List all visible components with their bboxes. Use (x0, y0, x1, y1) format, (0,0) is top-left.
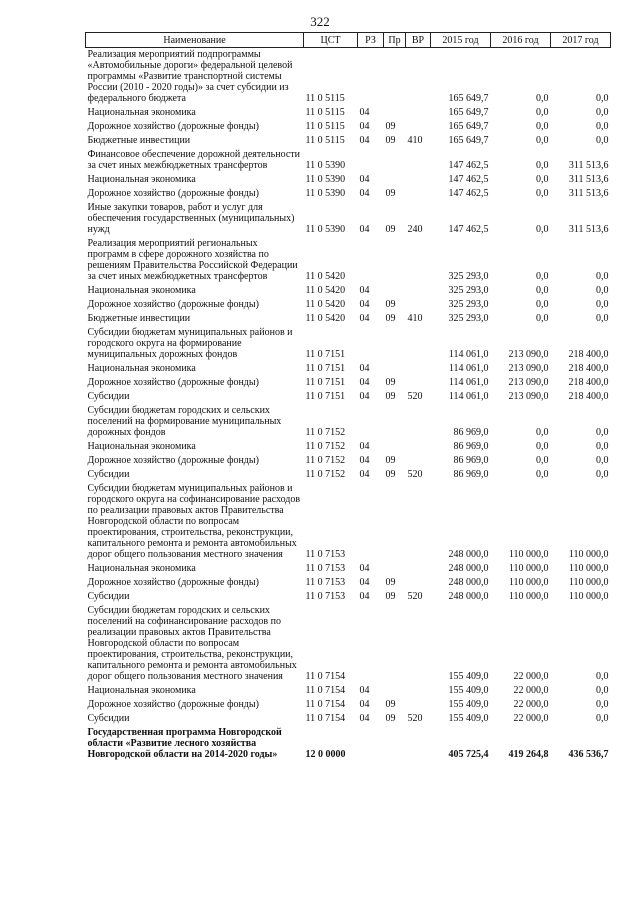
cell-rz: 04 (359, 285, 370, 296)
cell-pr (384, 482, 406, 562)
cell-cst: 11 0 5390 (305, 174, 346, 185)
cell-cst: 11 0 7153 (305, 577, 346, 588)
cell-cst: 11 0 5390 (305, 188, 346, 199)
cell-rz: 04 (359, 121, 370, 132)
cell-vr (406, 604, 431, 684)
cell-2017: 0,0 (596, 427, 609, 438)
cell-2015: 165 649,7 (448, 121, 489, 132)
cell-vr (406, 376, 431, 390)
cell-2017: 0,0 (596, 285, 609, 296)
table-row (86, 298, 611, 312)
cell-rz: 04 (359, 107, 370, 118)
cell-rz (358, 726, 384, 762)
cell-rz: 04 (359, 699, 370, 710)
cell-2017: 0,0 (596, 713, 609, 724)
table-row (86, 684, 611, 698)
cell-cst: 11 0 7151 (305, 349, 346, 360)
cell-vr: 520 (407, 713, 423, 724)
table-row (86, 562, 611, 576)
cell-name: Иные закупки товаров, работ и услуг для обеспечения государственных (муниципальных) нужд (87, 202, 295, 235)
cell-cst: 11 0 7152 (305, 469, 346, 480)
cell-2015: 86 969,0 (453, 441, 489, 452)
cell-2017: 218 400,0 (568, 377, 609, 388)
cell-pr (384, 173, 406, 187)
cell-name: Дорожное хозяйство (дорожные фонды) (87, 455, 259, 466)
table-row (86, 134, 611, 148)
table-row (86, 187, 611, 201)
cell-2016: 0,0 (536, 224, 549, 235)
table-row (86, 237, 611, 284)
cell-name: Субсидии бюджетам муниципальных районов и городского округа на софинансирование расходов по реализации правовых актов Правительства Новгородской области по вопросам проектирования, строительства, реконструкции, капитального ремонта и ремонта автомобильных дорог общего пользования местного значения (87, 483, 301, 560)
cell-2016: 110 000,0 (508, 549, 549, 560)
cell-vr (406, 187, 431, 201)
cell-rz (358, 604, 384, 684)
cell-rz: 04 (359, 299, 370, 310)
cell-vr (406, 576, 431, 590)
table-row (86, 376, 611, 390)
cell-vr (406, 482, 431, 562)
cell-2017: 0,0 (596, 271, 609, 282)
cell-rz: 04 (359, 713, 370, 724)
cell-pr: 09 (385, 224, 396, 235)
cell-vr (406, 284, 431, 298)
cell-rz: 04 (359, 224, 370, 235)
cell-pr: 09 (385, 377, 396, 388)
cell-2015: 325 293,0 (448, 285, 489, 296)
cell-2015: 155 409,0 (448, 699, 489, 710)
cell-name: Субсидии (87, 469, 130, 480)
cell-rz (358, 148, 384, 173)
cell-2016: 419 264,8 (508, 749, 549, 760)
cell-2016: 0,0 (536, 299, 549, 310)
cell-rz: 04 (359, 391, 370, 402)
cell-2016: 213 090,0 (508, 377, 549, 388)
cell-2017: 218 400,0 (568, 349, 609, 360)
cell-name: Субсидии бюджетам городских и сельских поселений на формирование муниципальных дорожных фондов (87, 405, 282, 438)
cell-rz (358, 237, 384, 284)
cell-2015: 248 000,0 (448, 549, 489, 560)
cell-rz (358, 404, 384, 440)
cell-name: Национальная экономика (87, 363, 196, 374)
cell-vr: 410 (407, 135, 423, 146)
cell-cst: 11 0 5115 (305, 121, 345, 132)
table-row (86, 726, 611, 762)
cell-vr (406, 148, 431, 173)
table-row (86, 576, 611, 590)
cell-rz: 04 (359, 577, 370, 588)
cell-rz: 04 (359, 441, 370, 452)
cell-2015: 165 649,7 (448, 107, 489, 118)
table-row (86, 698, 611, 712)
cell-2016: 0,0 (536, 313, 549, 324)
table-row (86, 390, 611, 404)
table-row (86, 326, 611, 362)
cell-vr (406, 237, 431, 284)
header-2016: 2016 год (491, 33, 551, 48)
cell-vr (406, 298, 431, 312)
cell-name: Дорожное хозяйство (дорожные фонды) (87, 577, 259, 588)
table-row (86, 48, 611, 107)
table-row (86, 590, 611, 604)
cell-cst: 11 0 7151 (305, 377, 346, 388)
cell-pr: 09 (385, 699, 396, 710)
cell-2016: 22 000,0 (513, 699, 549, 710)
budget-table (85, 32, 611, 762)
cell-pr (384, 237, 406, 284)
cell-cst: 11 0 7152 (305, 427, 346, 438)
cell-2017: 0,0 (596, 135, 609, 146)
cell-2017: 0,0 (596, 455, 609, 466)
header-vr: ВР (406, 33, 431, 48)
cell-2015: 147 462,5 (448, 188, 489, 199)
cell-2016: 110 000,0 (508, 563, 549, 574)
cell-2015: 86 969,0 (453, 469, 489, 480)
cell-vr (406, 48, 431, 107)
cell-cst: 11 0 7151 (305, 391, 346, 402)
cell-vr: 520 (407, 391, 423, 402)
cell-rz: 04 (359, 377, 370, 388)
cell-rz (358, 326, 384, 362)
cell-2017: 0,0 (596, 441, 609, 452)
cell-2015: 147 462,5 (448, 224, 489, 235)
cell-vr (406, 698, 431, 712)
cell-2017: 436 536,7 (568, 749, 609, 760)
cell-vr (406, 362, 431, 376)
cell-rz: 04 (359, 135, 370, 146)
cell-cst: 11 0 5115 (305, 135, 345, 146)
cell-2015: 248 000,0 (448, 577, 489, 588)
table-row (86, 106, 611, 120)
cell-pr (384, 684, 406, 698)
cell-vr (406, 454, 431, 468)
cell-2015: 325 293,0 (448, 271, 489, 282)
header-name: Наименование (86, 33, 304, 48)
cell-vr (406, 684, 431, 698)
cell-vr: 410 (407, 313, 423, 324)
cell-2015: 165 649,7 (448, 93, 489, 104)
cell-2017: 0,0 (596, 313, 609, 324)
cell-cst: 11 0 7154 (305, 685, 346, 696)
cell-cst: 11 0 7154 (305, 713, 346, 724)
table-row (86, 454, 611, 468)
cell-2017: 0,0 (596, 671, 609, 682)
cell-cst: 11 0 7152 (305, 441, 346, 452)
cell-pr (384, 562, 406, 576)
cell-2017: 0,0 (596, 121, 609, 132)
cell-cst: 11 0 7153 (305, 591, 346, 602)
cell-2017: 0,0 (596, 93, 609, 104)
cell-2016: 0,0 (536, 427, 549, 438)
cell-cst: 11 0 7153 (305, 563, 346, 574)
cell-rz: 04 (359, 363, 370, 374)
cell-vr (406, 326, 431, 362)
cell-2015: 155 409,0 (448, 685, 489, 696)
cell-name: Субсидии (87, 591, 130, 602)
cell-pr (384, 148, 406, 173)
cell-rz: 04 (359, 563, 370, 574)
cell-name: Национальная экономика (87, 285, 196, 296)
cell-2017: 0,0 (596, 699, 609, 710)
table-row (86, 404, 611, 440)
cell-2015: 86 969,0 (453, 427, 489, 438)
cell-pr (384, 604, 406, 684)
cell-vr: 520 (407, 469, 423, 480)
cell-2017: 110 000,0 (568, 563, 609, 574)
cell-2017: 311 513,6 (568, 188, 609, 199)
cell-cst: 11 0 5420 (305, 313, 346, 324)
cell-name: Дорожное хозяйство (дорожные фонды) (87, 188, 259, 199)
cell-2016: 0,0 (536, 188, 549, 199)
cell-2015: 165 649,7 (448, 135, 489, 146)
header-2015: 2015 год (431, 33, 491, 48)
cell-2015: 248 000,0 (448, 563, 489, 574)
cell-2016: 22 000,0 (513, 685, 549, 696)
table-row (86, 120, 611, 134)
cell-rz: 04 (359, 188, 370, 199)
cell-pr: 09 (385, 299, 396, 310)
cell-name: Государственная программа Новгородской области «Развитие лесного хозяйства Новгородской области на 2014-2020 годы» (87, 727, 282, 760)
cell-2016: 0,0 (536, 107, 549, 118)
header-2017: 2017 год (551, 33, 611, 48)
cell-pr (384, 106, 406, 120)
table-row (86, 440, 611, 454)
table-row (86, 284, 611, 298)
table-row (86, 148, 611, 173)
cell-2016: 22 000,0 (513, 671, 549, 682)
cell-2017: 311 513,6 (568, 174, 609, 185)
cell-2016: 0,0 (536, 174, 549, 185)
cell-2015: 114 061,0 (448, 391, 489, 402)
cell-rz: 04 (359, 469, 370, 480)
cell-rz: 04 (359, 455, 370, 466)
cell-name: Реализация мероприятий подпрограммы «Автомобильные дороги» федеральной целевой программы «Развитие транспортной системы России (2010 - 2020 годы)» за счет субсидии из федерального бюджета (87, 49, 293, 104)
cell-name: Субсидии (87, 391, 130, 402)
cell-name: Бюджетные инвестиции (87, 135, 191, 146)
cell-2016: 0,0 (536, 93, 549, 104)
table-header-row (86, 33, 611, 48)
cell-cst: 11 0 7152 (305, 455, 346, 466)
cell-pr (384, 326, 406, 362)
cell-2015: 147 462,5 (448, 160, 489, 171)
cell-2015: 248 000,0 (448, 591, 489, 602)
cell-pr (384, 440, 406, 454)
table-body (86, 48, 611, 763)
cell-cst: 11 0 7154 (305, 699, 346, 710)
cell-pr (384, 362, 406, 376)
cell-vr (406, 120, 431, 134)
cell-name: Дорожное хозяйство (дорожные фонды) (87, 299, 259, 310)
cell-2016: 0,0 (536, 455, 549, 466)
cell-name: Дорожное хозяйство (дорожные фонды) (87, 121, 259, 132)
cell-vr (406, 404, 431, 440)
cell-name: Дорожное хозяйство (дорожные фонды) (87, 377, 259, 388)
cell-pr: 09 (385, 121, 396, 132)
cell-name: Финансовое обеспечение дорожной деятельности за счет иных межбюджетных трансфертов (87, 149, 300, 171)
cell-vr (406, 106, 431, 120)
cell-2016: 213 090,0 (508, 349, 549, 360)
cell-pr: 09 (385, 391, 396, 402)
cell-rz (358, 482, 384, 562)
cell-cst: 11 0 7153 (305, 549, 346, 560)
cell-name: Национальная экономика (87, 174, 196, 185)
cell-pr: 09 (385, 135, 396, 146)
cell-name: Дорожное хозяйство (дорожные фонды) (87, 699, 259, 710)
cell-name: Национальная экономика (87, 685, 196, 696)
cell-name: Национальная экономика (87, 563, 196, 574)
cell-pr (384, 726, 406, 762)
cell-2017: 0,0 (596, 469, 609, 480)
cell-vr (406, 440, 431, 454)
cell-pr: 09 (385, 577, 396, 588)
table-row (86, 712, 611, 726)
cell-2015: 325 293,0 (448, 299, 489, 310)
cell-2017: 311 513,6 (568, 224, 609, 235)
cell-rz: 04 (359, 591, 370, 602)
cell-pr: 09 (385, 455, 396, 466)
table-row (86, 201, 611, 237)
cell-2016: 0,0 (536, 469, 549, 480)
cell-pr: 09 (385, 591, 396, 602)
table-row (86, 173, 611, 187)
header-rz: РЗ (358, 33, 384, 48)
cell-vr (406, 173, 431, 187)
table-row (86, 312, 611, 326)
header-cst: ЦСТ (304, 33, 358, 48)
cell-rz (358, 48, 384, 107)
cell-rz: 04 (359, 313, 370, 324)
cell-2015: 114 061,0 (448, 377, 489, 388)
table-row (86, 468, 611, 482)
cell-name: Субсидии бюджетам городских и сельских поселений на софинансирование расходов по реализации правовых актов Правительства Новгородской области по вопросам проектирования, строительства, реконструкции, капитального ремонта и ремонта автомобильных дорог общего пользования местного значения (87, 605, 297, 682)
table-row (86, 604, 611, 684)
cell-2017: 218 400,0 (568, 363, 609, 374)
cell-2015: 155 409,0 (448, 713, 489, 724)
cell-2017: 311 513,6 (568, 160, 609, 171)
cell-vr (406, 562, 431, 576)
cell-pr: 09 (385, 469, 396, 480)
cell-name: Национальная экономика (87, 107, 196, 118)
cell-rz: 04 (359, 174, 370, 185)
cell-pr: 09 (385, 188, 396, 199)
cell-cst: 11 0 5390 (305, 224, 346, 235)
page-number: 322 (310, 14, 330, 29)
cell-2016: 213 090,0 (508, 363, 549, 374)
cell-2016: 213 090,0 (508, 391, 549, 402)
cell-2017: 0,0 (596, 685, 609, 696)
cell-2017: 110 000,0 (568, 591, 609, 602)
cell-cst: 11 0 5420 (305, 271, 346, 282)
cell-2017: 218 400,0 (568, 391, 609, 402)
cell-2017: 110 000,0 (568, 577, 609, 588)
cell-2015: 325 293,0 (448, 313, 489, 324)
cell-2016: 0,0 (536, 135, 549, 146)
cell-2015: 155 409,0 (448, 671, 489, 682)
cell-2017: 110 000,0 (568, 549, 609, 560)
cell-2016: 0,0 (536, 160, 549, 171)
cell-rz: 04 (359, 685, 370, 696)
cell-2015: 405 725,4 (448, 749, 489, 760)
cell-2015: 114 061,0 (448, 363, 489, 374)
cell-cst: 11 0 5390 (305, 160, 346, 171)
cell-vr: 240 (407, 224, 423, 235)
cell-vr (406, 726, 431, 762)
table-row (86, 482, 611, 562)
table-row (86, 362, 611, 376)
cell-name: Субсидии бюджетам муниципальных районов и городского округа на формирование муниципальных дорожных фондов (87, 327, 293, 360)
cell-vr: 520 (407, 591, 423, 602)
cell-name: Национальная экономика (87, 441, 196, 452)
cell-2017: 0,0 (596, 299, 609, 310)
cell-cst: 11 0 5115 (305, 107, 345, 118)
cell-pr: 09 (385, 713, 396, 724)
cell-cst: 11 0 5420 (305, 299, 346, 310)
header-pr: Пр (384, 33, 406, 48)
cell-name: Бюджетные инвестиции (87, 313, 191, 324)
cell-pr (384, 404, 406, 440)
cell-name: Реализация мероприятий региональных программ в сфере дорожного хозяйства по решениям Правительства Российской Федерации за счет иных межбюджетных трансфертов (87, 238, 298, 282)
cell-2016: 22 000,0 (513, 713, 549, 724)
cell-2017: 0,0 (596, 107, 609, 118)
cell-pr: 09 (385, 313, 396, 324)
cell-name: Субсидии (87, 713, 130, 724)
cell-cst: 11 0 7154 (305, 671, 346, 682)
cell-2016: 110 000,0 (508, 577, 549, 588)
cell-2015: 86 969,0 (453, 455, 489, 466)
cell-pr (384, 284, 406, 298)
cell-cst: 11 0 5115 (305, 93, 345, 104)
cell-cst: 11 0 5420 (305, 285, 346, 296)
cell-2015: 147 462,5 (448, 174, 489, 185)
cell-2016: 0,0 (536, 285, 549, 296)
cell-pr (384, 48, 406, 107)
cell-2016: 0,0 (536, 121, 549, 132)
cell-2016: 110 000,0 (508, 591, 549, 602)
cell-2016: 0,0 (536, 441, 549, 452)
cell-cst: 11 0 7151 (305, 363, 346, 374)
cell-2015: 114 061,0 (448, 349, 489, 360)
cell-2016: 0,0 (536, 271, 549, 282)
cell-cst: 12 0 0000 (305, 749, 346, 760)
